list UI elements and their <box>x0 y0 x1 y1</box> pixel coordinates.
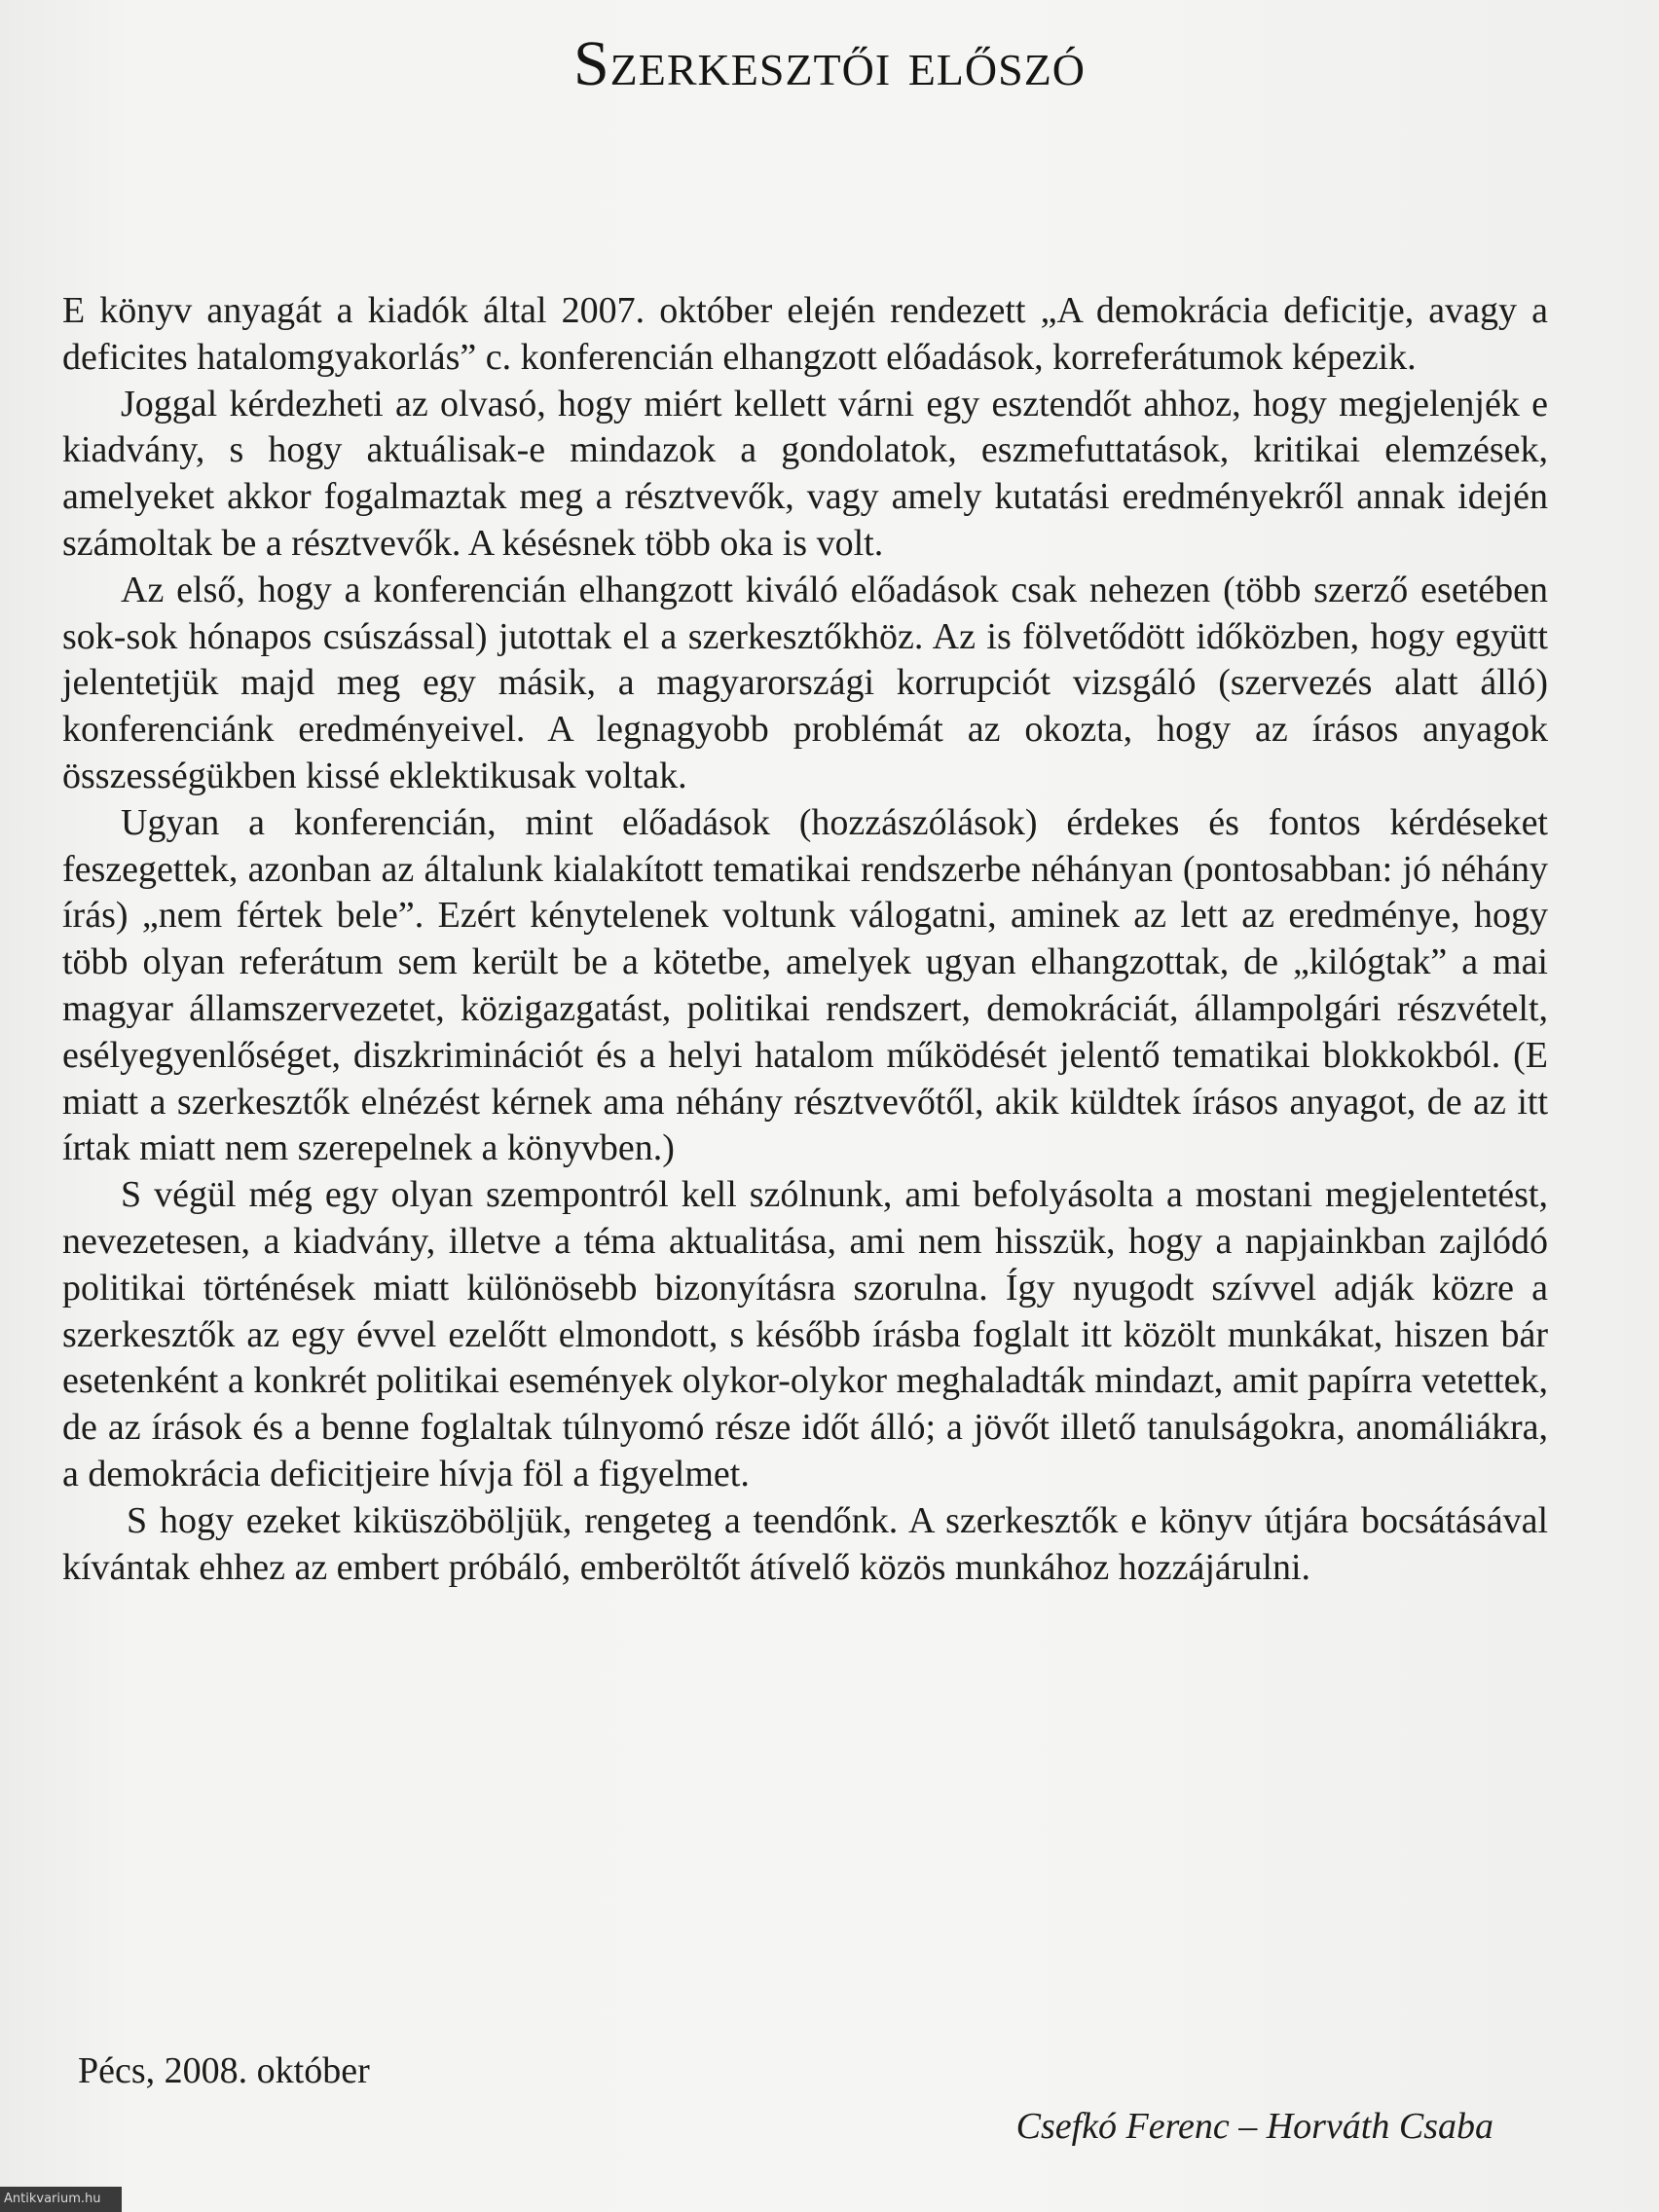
source-watermark: Antikvarium.hu <box>0 2187 122 2212</box>
paragraph-1: E könyv anyagát a kiadók által 2007. október elején rendezett „A demokrácia deficitje, avagy a deficites hatalomgyakorlás” c. konferencián elhangzott előadások, korreferátumok képezik. <box>62 290 1548 378</box>
page-title: Szerkesztői előszó <box>572 28 1087 99</box>
place-date: Pécs, 2008. október <box>78 2050 370 2091</box>
preface-body <box>62 288 1548 1591</box>
paragraph-3: Az első, hogy a konferencián elhangzott kiváló előadások csak nehezen (több szerző esetében sok-sok hónapos csúszással) jutottak el a szerkesztőkhöz. Az is fölvetődött időközben, hogy együtt jelentetjük majd meg egy másik, a magyarországi korrupciót vizsgáló (szervezés alatt álló) konferenciánk eredményeivel. A legnagyobb problémát az okozta, hogy az írásos anyagok összességükben kissé eklektikusak voltak. <box>62 569 1548 796</box>
paragraph-2: Joggal kérdezheti az olvasó, hogy miért kellett várni egy esztendőt ahhoz, hogy megjelenjék e kiadvány, s hogy aktuálisak-e mindazok a gondolatok, eszmefuttatások, kritikai elemzések, amelyeket akkor fogalmaztak meg a résztvevők, vagy amely kutatási eredményekről annak idején számoltak be a résztvevők. A késésnek több oka is volt. <box>62 383 1548 564</box>
paragraph-5: S végül még egy olyan szempontról kell szólnunk, ami befolyásolta a mostani megjelentetést, nevezetesen, a kiadvány, illetve a téma aktualitása, ami nem hisszük, hogy a napjainkban zajlódó politikai történések miatt különösebb bizonyításra szorulna. Így nyugodt szívvel adják közre a szerkesztők az egy évvel ezelőtt elmondott, s később írásba foglalt itt közölt munkákat, hiszen bár esetenként a konkrét politikai események olykor-olykor meghaladták mindazt, amit papírra vetettek, de az írások és a benne foglaltak túlnyomó része időt álló; a jövőt illető tanulságokra, anomáliákra, a demokrácia deficitjeire hívja föl a figyelmet. <box>62 1174 1548 1494</box>
paragraph-6: S hogy ezeket kiküszöböljük, rengeteg a teendőnk. A szerkesztők e könyv útjára bocsátásával kívántak ehhez az embert próbáló, emberöltőt átívelő közös munkához hozzájárulni. <box>62 1499 1548 1588</box>
authors-signature: Csefkó Ferenc – Horváth Csaba <box>1015 2106 1493 2147</box>
paragraph-4: Ugyan a konferencián, mint előadások (hozzászólások) érdekes és fontos kérdéseket feszegettek, azonban az általunk kialakított tematikai rendszerbe néhányan (pontosabban: jó néhány írás) „nem fértek bele”. Ezért kénytelenek voltunk válogatni, aminek az lett az eredménye, hogy több olyan referátum sem került be a kötetbe, amelyek ugyan elhangzottak, de „kilógtak” a mai magyar államszervezetet, közigazgatást, politikai rendszert, demokráciát, állampolgári részvételt, esélyegyenlőséget, diszkriminációt és a helyi hatalom működését jelentő tematikai blokkokból. (E miatt a szerkesztők elnézést kérnek ama néhány résztvevőtől, akik küldtek írásos anyagot, de az itt írtak miatt nem szerepelnek a könyvben.) <box>62 801 1548 1169</box>
